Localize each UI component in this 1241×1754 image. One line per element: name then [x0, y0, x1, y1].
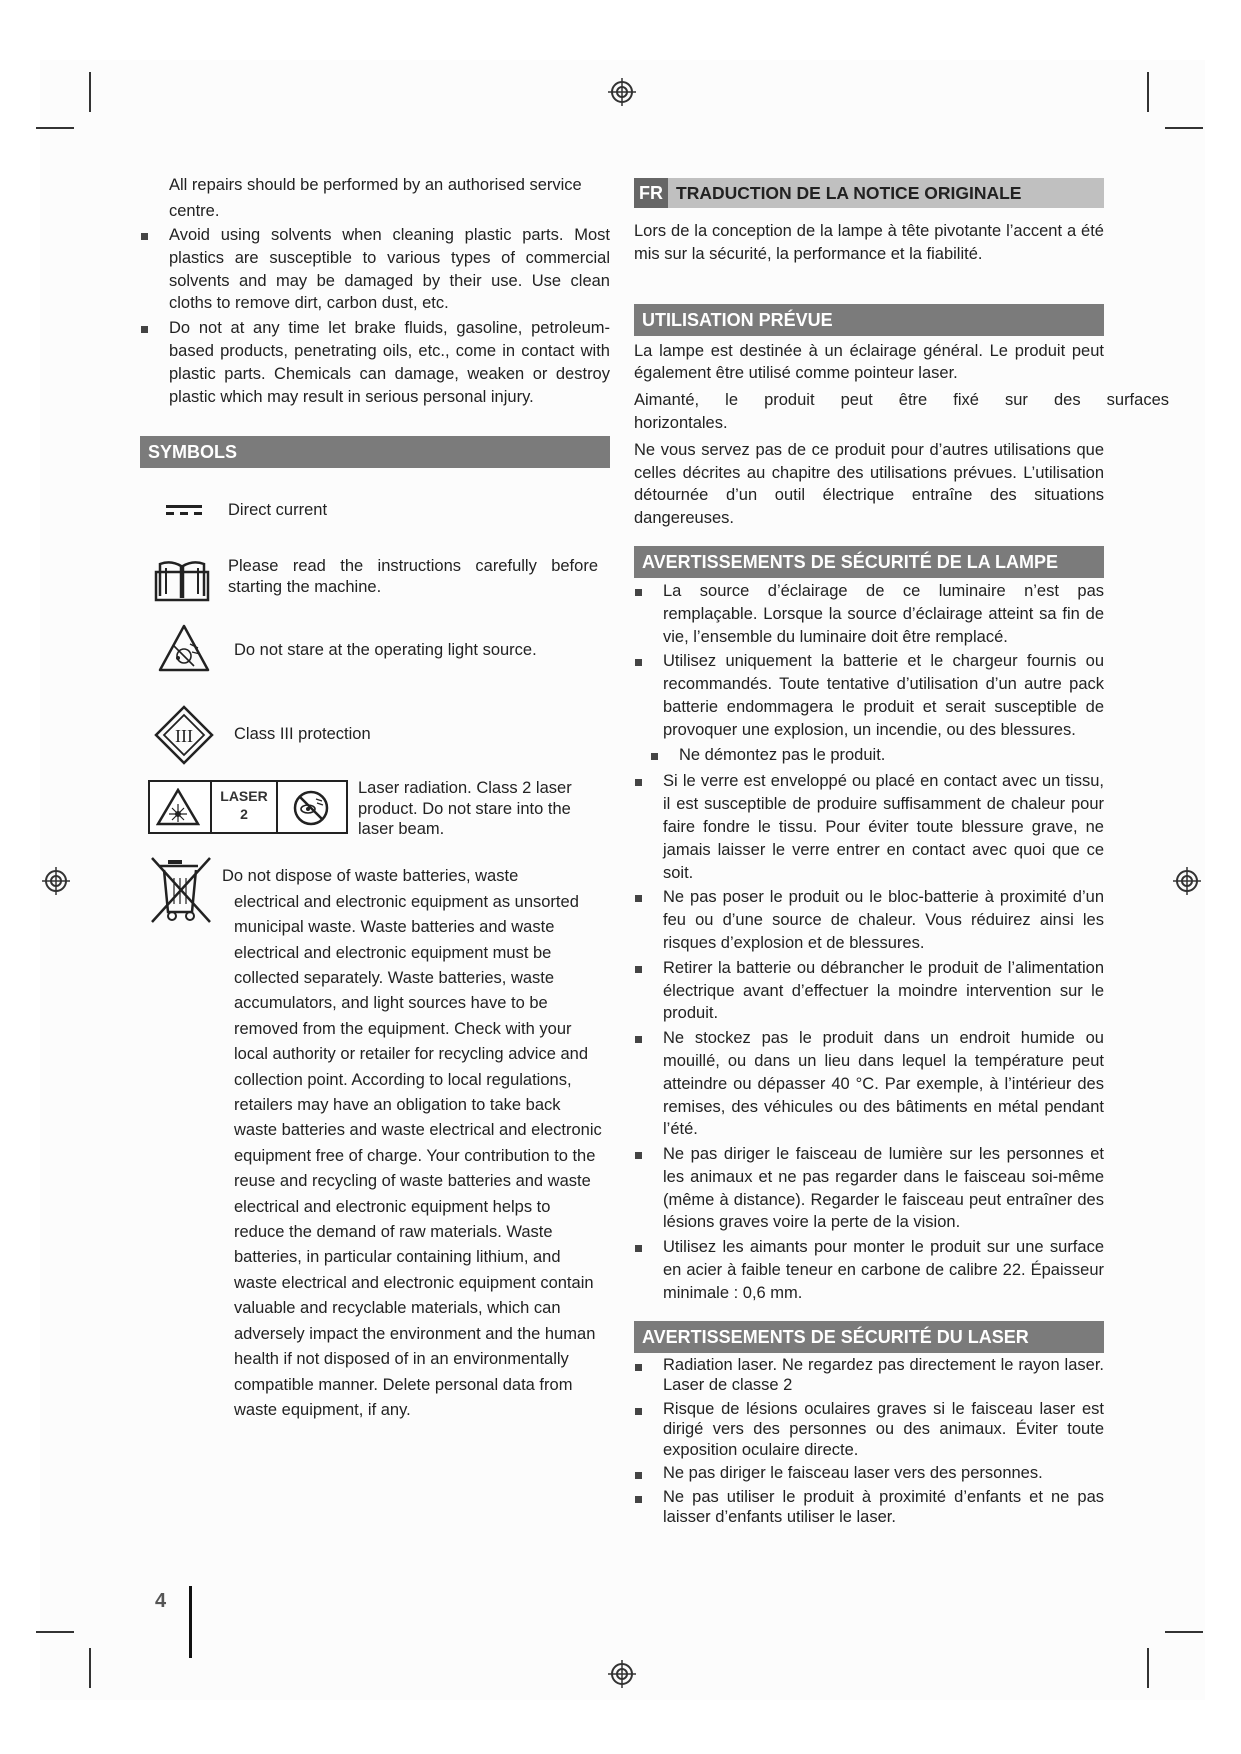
translation-title: TRADUCTION DE LA NOTICE ORIGINALE	[676, 183, 1022, 203]
crop-mark	[89, 72, 91, 112]
registration-mark-icon	[42, 867, 70, 895]
translation-heading	[634, 178, 1104, 208]
crop-mark	[36, 127, 74, 129]
class-iii-label: Class III protection	[234, 725, 371, 744]
intended-use-paragraph: Ne vous servez pas de ce produit pour d’autres utilisations que celles décrites au chapitre des utilisations prévues. L’utilisation détournée d’un outil électrique entraîne des situations dangereuses.	[634, 440, 1104, 528]
no-eye-icon	[292, 789, 330, 827]
laser-label-box	[148, 780, 348, 834]
crop-mark	[89, 1648, 91, 1688]
list-item: Utilisez uniquement la batterie et le chargeur fournis ou recommandés. Toute tentative d’utilisation d’un autre pack batterie endommagera le produit et serait susceptible de provoquer une explosion, un incendie, ou des blessures.	[634, 650, 1104, 741]
language-tag: FR	[634, 178, 668, 208]
laser-class-label: LASER 2	[220, 788, 268, 823]
cleaning-bullet-list	[140, 224, 610, 408]
right-column	[634, 178, 1169, 1528]
crop-mark	[36, 1631, 74, 1633]
list-item: Retirer la batterie ou débrancher le produit de l’alimentation électrique avant d’effectuer la moindre intervention sur le produit.	[634, 957, 1104, 1025]
crop-mark	[1147, 1648, 1149, 1688]
lamp-safety-heading: AVERTISSEMENTS DE SÉCURITÉ DE LA LAMPE	[634, 546, 1104, 578]
laser-radiation-label: Laser radiation. Class 2 laser product. Do not stare into the laser beam.	[358, 779, 572, 839]
laser-safety-heading: AVERTISSEMENTS DE SÉCURITÉ DU LASER	[634, 1321, 1104, 1353]
list-item: Ne pas poser le produit ou le bloc-batterie à proximité d’un feu ou d’une source de chaleur. Vous réduirez ainsi les risques d’explosion et de blessures.	[634, 886, 1104, 954]
crop-mark	[1165, 1631, 1203, 1633]
read-manual-icon	[154, 558, 210, 602]
translation-paragraph: Lors de la conception de la lampe à tête pivotante l’accent a été mis sur la sécurité, la performance et la fiabilité.	[634, 222, 1104, 263]
repairs-paragraph: All repairs should be performed by an authorised service centre.	[169, 176, 582, 220]
weee-paragraph: Do not dispose of waste batteries, waste electrical and electronic equipment as unsorted municipal waste. Waste batteries and waste electrical and electronic equipment must be collected separately. Waste batteries, waste accumulators, and light sources have to be removed from the equipment. Check with your local authority or retailer for recycling advice and collection point. According to local regulations, retailers may have an obligation to take back waste batteries and waste electrical and electronic equipment free of charge. Your contribution to the reuse and recycling of waste batteries and waste electrical and electronic equipment helps to reduce the demand of raw materials. Waste batteries, in particular containing lithium, and waste electrical and electronic equipment contain valuable and recyclable materials, which can adversely impact the environment and the human health if not disposed of in an environmentally compatible manner. Delete personal data from waste equipment, if any.	[222, 867, 602, 1419]
list-item: La source d’éclairage de ce luminaire n’est pas remplaçable. Lorsque la source d’éclairage atteint sa fin de vie, l’ensemble du luminaire doit être remplacé.	[634, 580, 1104, 648]
intended-use-paragraph: Aimanté, le produit peut être fixé sur des surfaces horizontales.	[634, 391, 1169, 432]
weee-crossed-bin-icon	[148, 856, 214, 926]
list-item: Ne pas diriger le faisceau laser vers des personnes.	[634, 1463, 1104, 1484]
list-item: Ne démontez pas le produit.	[650, 744, 1104, 767]
list-item: Avoid using solvents when cleaning plastic parts. Most plastics are susceptible to various types of commercial solvents and may be damaged by their use. Use clean cloths to remove dirt, carbon dust, etc.	[140, 224, 610, 315]
laser-safety-list	[634, 1355, 1104, 1528]
registration-mark-icon	[608, 1660, 636, 1688]
list-item: Si le verre est enveloppé ou placé en contact avec un tissu, il est susceptible de produire suffisamment de chaleur pour faire fondre le tissu. Pour éviter toute blessure grave, ne jamais laisser le verre entrer en contact avec quoi que ce soit.	[634, 770, 1104, 884]
intended-use-heading: UTILISATION PRÉVUE	[634, 304, 1104, 336]
class-iii-icon	[154, 705, 214, 765]
do-not-stare-icon	[158, 624, 210, 672]
registration-mark-icon	[1173, 867, 1201, 895]
do-not-stare-label: Do not stare at the operating light source.	[234, 641, 537, 660]
intended-use-paragraph: La lampe est destinée à un éclairage général. Le produit peut également être utilisé comme pointeur laser.	[634, 341, 1104, 383]
page-number: 4	[155, 1590, 167, 1612]
symbols-section	[140, 468, 610, 1468]
lamp-safety-list	[634, 580, 1104, 1305]
direct-current-icon	[166, 504, 202, 516]
direct-current-label: Direct current	[228, 501, 328, 520]
read-manual-label: Please read the instructions carefully before starting the machine.	[228, 557, 598, 596]
list-item: Ne pas utiliser le produit à proximité d’enfants et ne pas laisser d’enfants utiliser le laser.	[634, 1487, 1104, 1528]
list-item: Do not at any time let brake fluids, gasoline, petroleum-based products, penetrating oils, etc., come in contact with plastic parts. Chemicals can damage, weaken or destroy plastic which may result in serious personal injury.	[140, 317, 610, 408]
list-item: Ne stockez pas le produit dans un endroit humide ou mouillé, ou dans un lieu dans lequel la température peut atteindre ou dépasser 40 °C. Par exemple, à l’intérieur des remises, des véhicules ou des bâtiments en métal pendant l’été.	[634, 1027, 1104, 1141]
registration-mark-icon	[608, 78, 636, 106]
crop-mark	[1165, 127, 1203, 129]
left-column	[140, 172, 610, 1468]
class-iii-mark: III	[175, 726, 193, 747]
symbols-heading: SYMBOLS	[140, 436, 610, 468]
laser-warning-icon	[156, 788, 200, 826]
list-item: Ne pas diriger le faisceau de lumière sur les personnes et les animaux et ne pas regarder dans le faisceau soi-même (même à distance). Regarder le faisceau peut entraîner des lésions graves voire la perte de la vision.	[634, 1143, 1104, 1234]
page-number-rule	[189, 1586, 192, 1658]
crop-mark	[1147, 72, 1149, 112]
list-item: Radiation laser. Ne regardez pas directement le rayon laser. Laser de classe 2	[634, 1355, 1104, 1396]
list-item: Risque de lésions oculaires graves si le faisceau laser est dirigé vers des personnes ou des animaux. Éviter toute exposition oculaire directe.	[634, 1399, 1104, 1461]
list-item: Utilisez les aimants pour monter le produit sur une surface en acier à faible teneur en carbone de calibre 22. Épaisseur minimale : 0,6 mm.	[634, 1236, 1104, 1304]
